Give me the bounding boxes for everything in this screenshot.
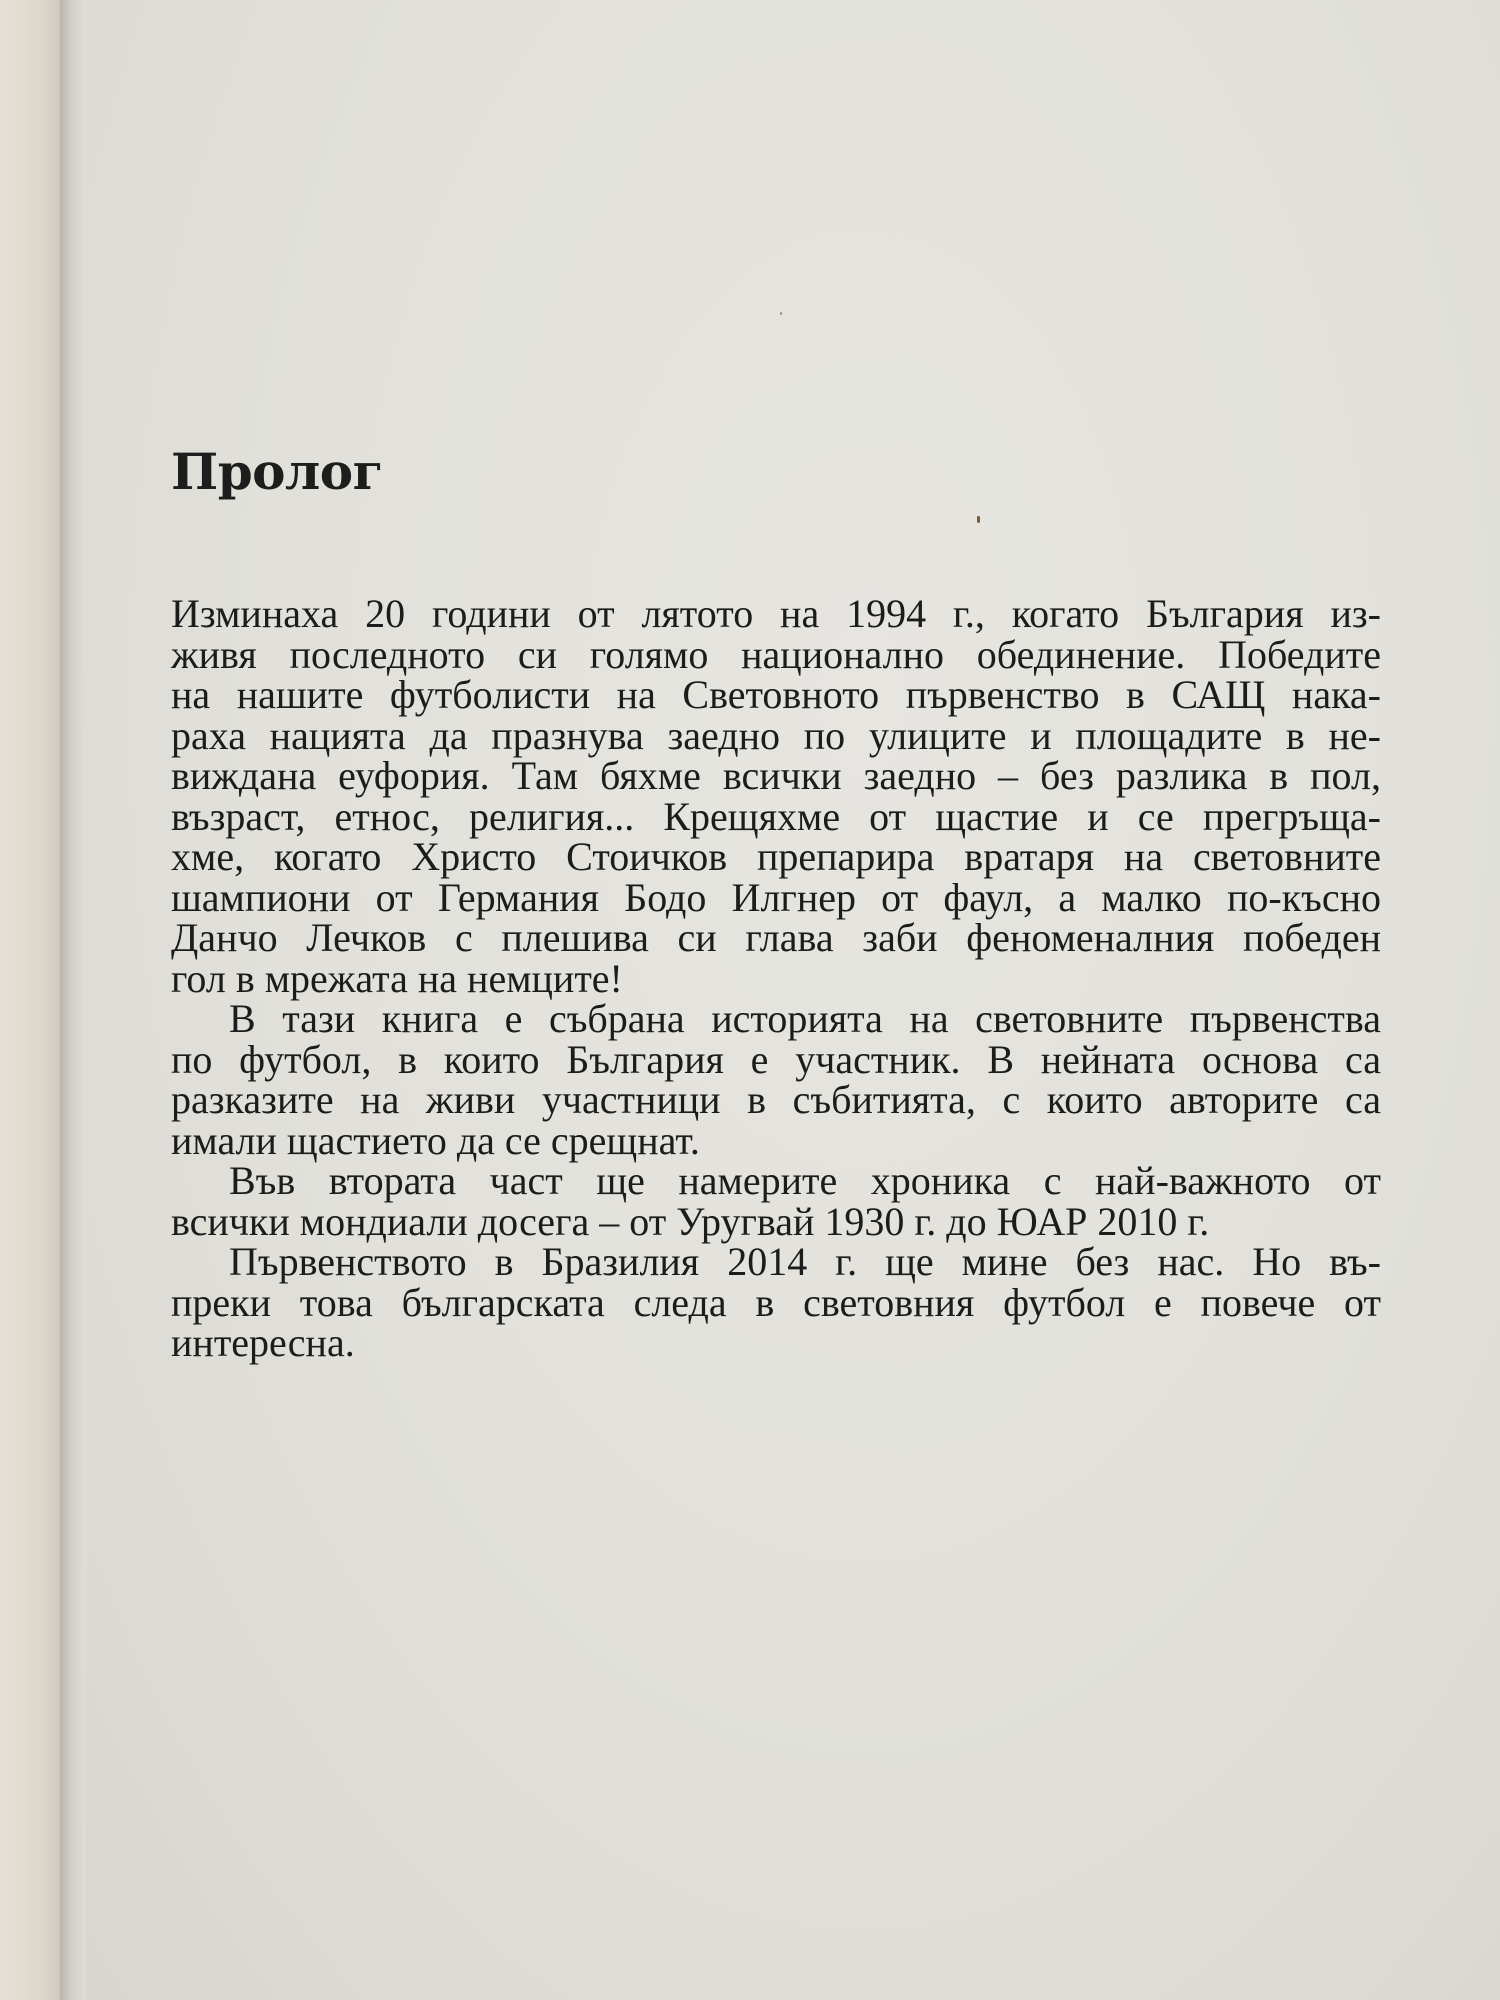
paragraph-3: [171, 1158, 1381, 1244]
chapter-title: Пролог: [171, 442, 383, 501]
text-line: интересна.: [171, 1320, 355, 1365]
text-line: хме, когато Христо Стоичков препарира вратаря на световните: [171, 834, 1381, 879]
text-line: на нашите футболисти на Световното първенство в САЩ нака-: [171, 672, 1381, 717]
text-line: възраст, етнос, религия... Крещяхме от щастие и се прегръща-: [171, 793, 1381, 839]
text-line: Изминаха 20 години от лятото на 1994 г., когато България из-: [171, 591, 1381, 636]
paragraph-1: [171, 591, 1381, 1001]
text-line: гол в мрежата на немците!: [171, 955, 623, 1001]
text-line: преки това българската следа в световния футбол е повече от: [171, 1279, 1381, 1325]
text-line: имали щастието да се срещнат.: [171, 1117, 700, 1163]
book-gutter: [60, 0, 86, 2000]
text-line: разказите на живи участници в събитията, с които авторите са: [171, 1077, 1381, 1122]
left-page-edge: [0, 0, 60, 2000]
text-line: живя последното си голямо национално обединение. Победите: [171, 631, 1381, 677]
text-line: В тази книга е събрана историята на световните първенства: [229, 996, 1381, 1041]
paper-speck: [780, 312, 782, 315]
text-line: Във втората част ще намерите хроника с най-важното от: [229, 1158, 1381, 1203]
text-line: Данчо Лечков с плешива си глава заби феноменалния победен: [171, 915, 1381, 960]
paragraph-4: [171, 1239, 1381, 1365]
text-line: по футбол, в които България е участник. В нейната основа са: [171, 1036, 1381, 1082]
paragraph-2: [171, 996, 1381, 1163]
chapter-text: [171, 591, 1381, 1365]
text-line: раха нацията да празнува заедно по улиците и площадите в не-: [171, 712, 1381, 758]
paper-speck: [977, 516, 980, 523]
text-line: Първенството в Бразилия 2014 г. ще мине без нас. Но въ-: [229, 1239, 1381, 1284]
text-line: всички мондиали досега – от Уругвай 1930 г. до ЮАР 2010 г.: [171, 1198, 1210, 1244]
text-line: шампиони от Германия Бодо Илгнер от фаул, а малко по-късно: [171, 874, 1381, 920]
text-line: виждана еуфория. Там бяхме всички заедно – без разлика в пол,: [171, 753, 1381, 798]
